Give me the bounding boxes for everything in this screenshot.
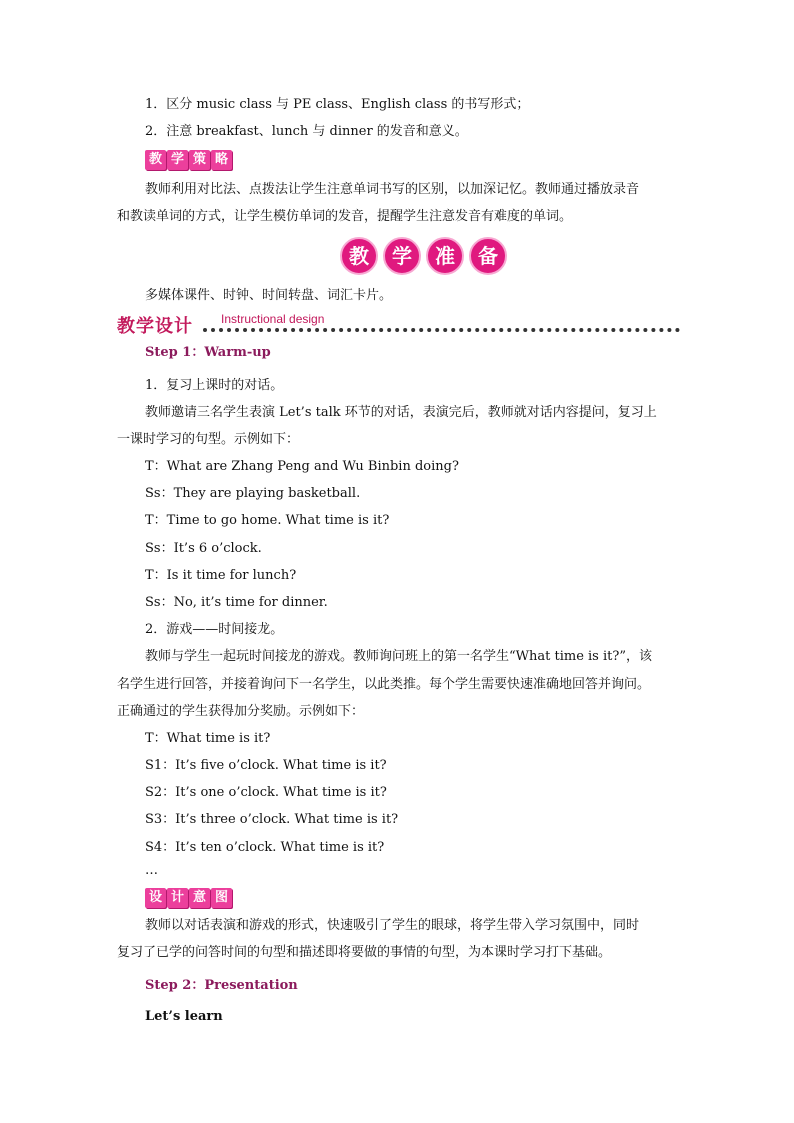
section-title-en: Instructional design (221, 312, 325, 326)
dialogue-line: Ss：No, it’s time for dinner. (145, 595, 328, 610)
tag-char: 意 (189, 888, 210, 908)
game-paragraph-line-3: 正确通过的学生获得加分奖励。示例如下： (117, 704, 365, 719)
game-paragraph-line-2: 名学生进行回答，并接着询问下一名学生，以此类推。每个学生需要快速准确地回答并询问。 (117, 677, 651, 692)
step-2-heading: Step 2：Presentation (145, 978, 298, 993)
intent-paragraph-line-2: 复习了已学的问答时间的句型和描述即将要做的事情的句型，为本课时学习打下基础。 (117, 945, 612, 960)
teaching-strategy-tag (145, 150, 232, 170)
example-line: T：What time is it? (145, 731, 271, 746)
dialogue-line: Ss：It’s 6 o’clock. (145, 541, 262, 556)
banner-char: 备 (469, 237, 507, 275)
objective-line-1: 1．区分 music class 与 PE class、English class 的书写形式； (145, 97, 530, 112)
objective-line-2: 2．注意 breakfast、lunch 与 dinner 的发音和意义。 (145, 124, 468, 139)
tag-char: 教 (145, 150, 166, 170)
instructional-design-heading (117, 312, 680, 336)
dialogue-line: Ss：They are playing basketball. (145, 486, 361, 501)
tag-char: 略 (211, 150, 232, 170)
design-intent-tag (145, 888, 232, 908)
banner-char: 学 (383, 237, 421, 275)
tag-char: 学 (167, 150, 188, 170)
dialogue-line: T：Is it time for lunch? (145, 568, 297, 583)
section-title-zh: 教学设计 (117, 316, 193, 337)
tag-char: 计 (167, 888, 188, 908)
step-1-item-2: 2．游戏——时间接龙。 (145, 622, 284, 637)
banner-char: 准 (426, 237, 464, 275)
dialogue-line: T：Time to go home. What time is it? (145, 513, 390, 528)
step-1-paragraph-line-2: 一课时学习的句型。示例如下： (117, 432, 300, 447)
intent-paragraph-line-1: 教师以对话表演和游戏的形式，快速吸引了学生的眼球，将学生带入学习氛围中，同时 (145, 918, 640, 933)
example-line: S4：It’s ten o’clock. What time is it? (145, 840, 385, 855)
teaching-preparation-banner (340, 237, 507, 275)
example-line: S3：It’s three o’clock. What time is it? (145, 812, 399, 827)
dialogue-line: T：What are Zhang Peng and Wu Binbin doing? (145, 459, 459, 474)
tag-char: 设 (145, 888, 166, 908)
banner-char: 教 (340, 237, 378, 275)
step-1-paragraph-line-1: 教师邀请三名学生表演 Let’s talk 环节的对话，表演完后，教师就对话内容提问，复习上 (145, 405, 657, 420)
tag-char: 图 (211, 888, 232, 908)
example-line: S2：It’s one o’clock. What time is it? (145, 785, 387, 800)
example-line: S1：It’s five o’clock. What time is it? (145, 758, 387, 773)
tag-char: 策 (189, 150, 210, 170)
step-1-heading: Step 1：Warm-up (145, 345, 271, 360)
game-paragraph-line-1: 教师与学生一起玩时间接龙的游戏。教师询问班上的第一名学生“What time is it?”，该 (145, 649, 652, 664)
ellipsis: … (145, 863, 158, 878)
strategy-paragraph-line-1: 教师利用对比法、点拨法让学生注意单词书写的区别，以加深记忆。教师通过播放录音 (145, 182, 640, 197)
step-1-item-1: 1．复习上课时的对话。 (145, 378, 284, 393)
lets-learn-heading: Let’s learn (145, 1009, 223, 1024)
preparation-materials: 多媒体课件、时钟、时间转盘、词汇卡片。 (145, 288, 393, 303)
strategy-paragraph-line-2: 和教读单词的方式，让学生模仿单词的发音，提醒学生注意发音有难度的单词。 (117, 209, 573, 224)
